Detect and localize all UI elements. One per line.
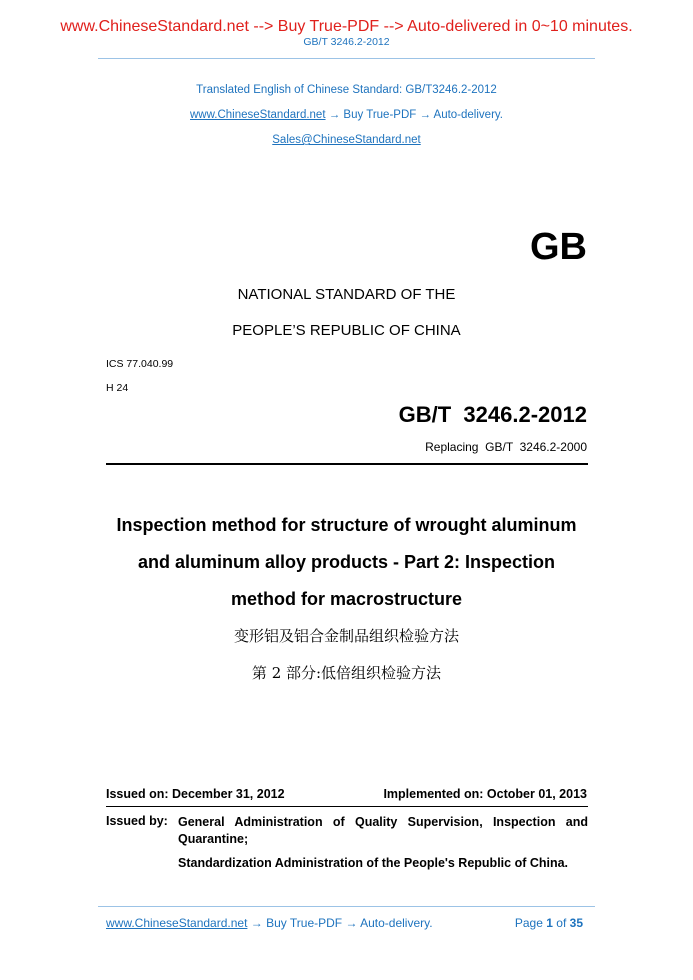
issued-by-label: Issued by: (106, 814, 168, 828)
header-divider (98, 58, 595, 59)
email-line (0, 134, 693, 146)
national-standard-line1: NATIONAL STANDARD OF THE (237, 286, 456, 303)
implemented-on-date: Implemented on: October 01, 2013 (383, 787, 587, 801)
footer-site-link[interactable]: www.ChineseStandard.net (106, 916, 248, 930)
footer-divider (98, 906, 595, 907)
title-line-3: method for macrostructure (230, 589, 463, 609)
title-line-1: Inspection method for structure of wrought aluminum (116, 515, 577, 535)
footer-links (106, 916, 433, 930)
replacing-note: Replacing GB/T 3246.2-2000 (425, 440, 587, 454)
top-banner-link[interactable]: www.ChineseStandard.net --> Buy True-PDF --> Auto-delivered in 0~10 minutes. (60, 18, 633, 35)
title-line-2: and aluminum alloy products - Part 2: Inspection (137, 552, 556, 572)
standard-divider (106, 463, 588, 465)
issuer-1: General Administration of Quality Supervision, Inspection and Quarantine; (178, 815, 588, 846)
chinese-title-line-1: 变形铝及铝合金制品组织检验方法 (233, 627, 459, 645)
page-indicator (515, 916, 583, 930)
issued-on-date: Issued on: December 31, 2012 (106, 787, 285, 801)
page-current: 1 (546, 916, 553, 930)
email-link[interactable]: Sales@ChineseStandard.net (272, 134, 421, 146)
standard-number: GB/T 3246.2-2012 (398, 402, 587, 427)
gb-mark: GB (530, 226, 587, 268)
issue-divider (106, 806, 588, 807)
classification-code: H 24 (106, 382, 129, 394)
delivery-line (0, 109, 693, 121)
delivery-text: → Buy True-PDF → Auto-delivery. (325, 109, 503, 121)
chinese-title-line-2: 第 2 部分:低倍组织检验方法 (251, 664, 442, 682)
ics-code: ICS 77.040.99 (106, 358, 174, 370)
translated-notice: Translated English of Chinese Standard: GB/T3246.2-2012 (196, 84, 497, 96)
issuer-2: Standardization Administration of the People's Republic of China. (178, 856, 569, 870)
header-standard-code: GB/T 3246.2-2012 (303, 36, 390, 48)
national-standard-line2: PEOPLE’S REPUBLIC OF CHINA (232, 322, 461, 339)
footer-delivery-text: → Buy True-PDF → Auto-delivery. (247, 916, 433, 930)
page-of: of (556, 916, 567, 930)
site-link[interactable]: www.ChineseStandard.net (190, 109, 326, 121)
page-label: Page (514, 916, 543, 930)
page-total: 35 (569, 916, 583, 930)
